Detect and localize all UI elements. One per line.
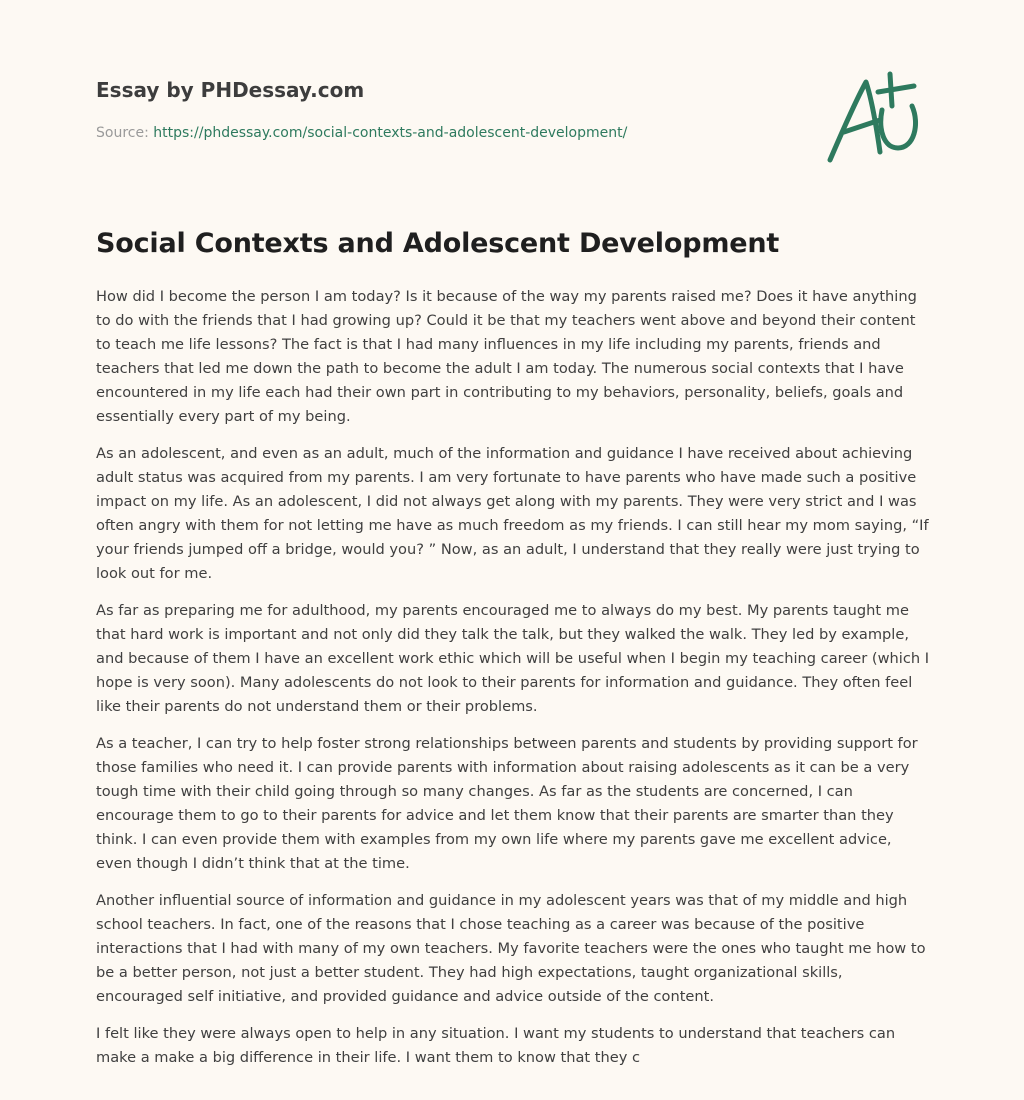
essay-paragraph: Another influential source of information and guidance in my adolescent years was that of my middle and high school teachers. In fact, one of the reasons that I chose teaching as a career was because of the positive interactions that I had with many of my own teachers. My favorite teachers were the ones who taught me how to be a better person, not just a better student. They had high expectations, taught organizational skills, encouraged self initiative, and provided guidance and advice outside of the content.: [96, 892, 926, 1005]
essay-paragraph: I felt like they were always open to help in any situation. I want my students to understand that teachers can make a make a big difference in their life. I want them to know that they c: [96, 1025, 896, 1066]
essay-paragraph: As a teacher, I can try to help foster strong relationships between parents and students by providing support for those families who need it. I can provide parents with information about raising adolescents as it can be a very tough time with their child going through so many changes. As far as the students are concerned, I can encourage them to go to their parents for advice and let them know that their parents are smarter than they think. I can even provide them with examples from my own life where my parents gave me excellent advice, even though I didn’t think that at the time.: [96, 735, 918, 872]
source-line: [96, 123, 936, 143]
a-plus-grade-icon: [820, 66, 930, 166]
essay-paragraph: As far as preparing me for adulthood, my parents encouraged me to always do my best. My parents taught me that hard work is important and not only did they talk the talk, but they walked the walk. They led by example, and because of them I have an excellent work ethic which will be useful when I begin my teaching career (which I hope is very soon). Many adolescents do not look to their parents for information and guidance. They often feel like their parents do not understand them or their problems.: [96, 602, 930, 715]
page-header: [96, 76, 936, 143]
source-label: Source:: [96, 125, 154, 141]
essay-paragraph: How did I become the person I am today? Is it because of the way my parents raised me? Does it have anything to do with the friends that I had growing up? Could it be that my teachers went above and beyond their content to teach me life lessons? The fact is that I had many influences in my life including my parents, friends and teachers that led me down the path to become the adult I am today. The numerous social contexts that I have encountered in my life each had their own part in contributing to my behaviors, personality, beliefs, goals and essentially every part of my being.: [96, 288, 917, 425]
essay-body: [96, 285, 930, 1083]
essay-title: Social Contexts and Adolescent Development: [96, 228, 780, 259]
essay-paragraph: As an adolescent, and even as an adult, much of the information and guidance I have received about achieving adult status was acquired from my parents. I am very fortunate to have parents who have made such a positive impact on my life. As an adolescent, I did not always get along with my parents. They were very strict and I was often angry with them for not letting me have as much freedom as my friends. I can still hear my mom saying, “If your friends jumped off a bridge, would you? ” Now, as an adult, I understand that they really were just trying to look out for me.: [96, 445, 929, 582]
site-brand: Essay by PHDessay.com: [96, 78, 365, 102]
source-link[interactable]: https://phdessay.com/social-contexts-and-adolescent-development/: [153, 125, 628, 141]
